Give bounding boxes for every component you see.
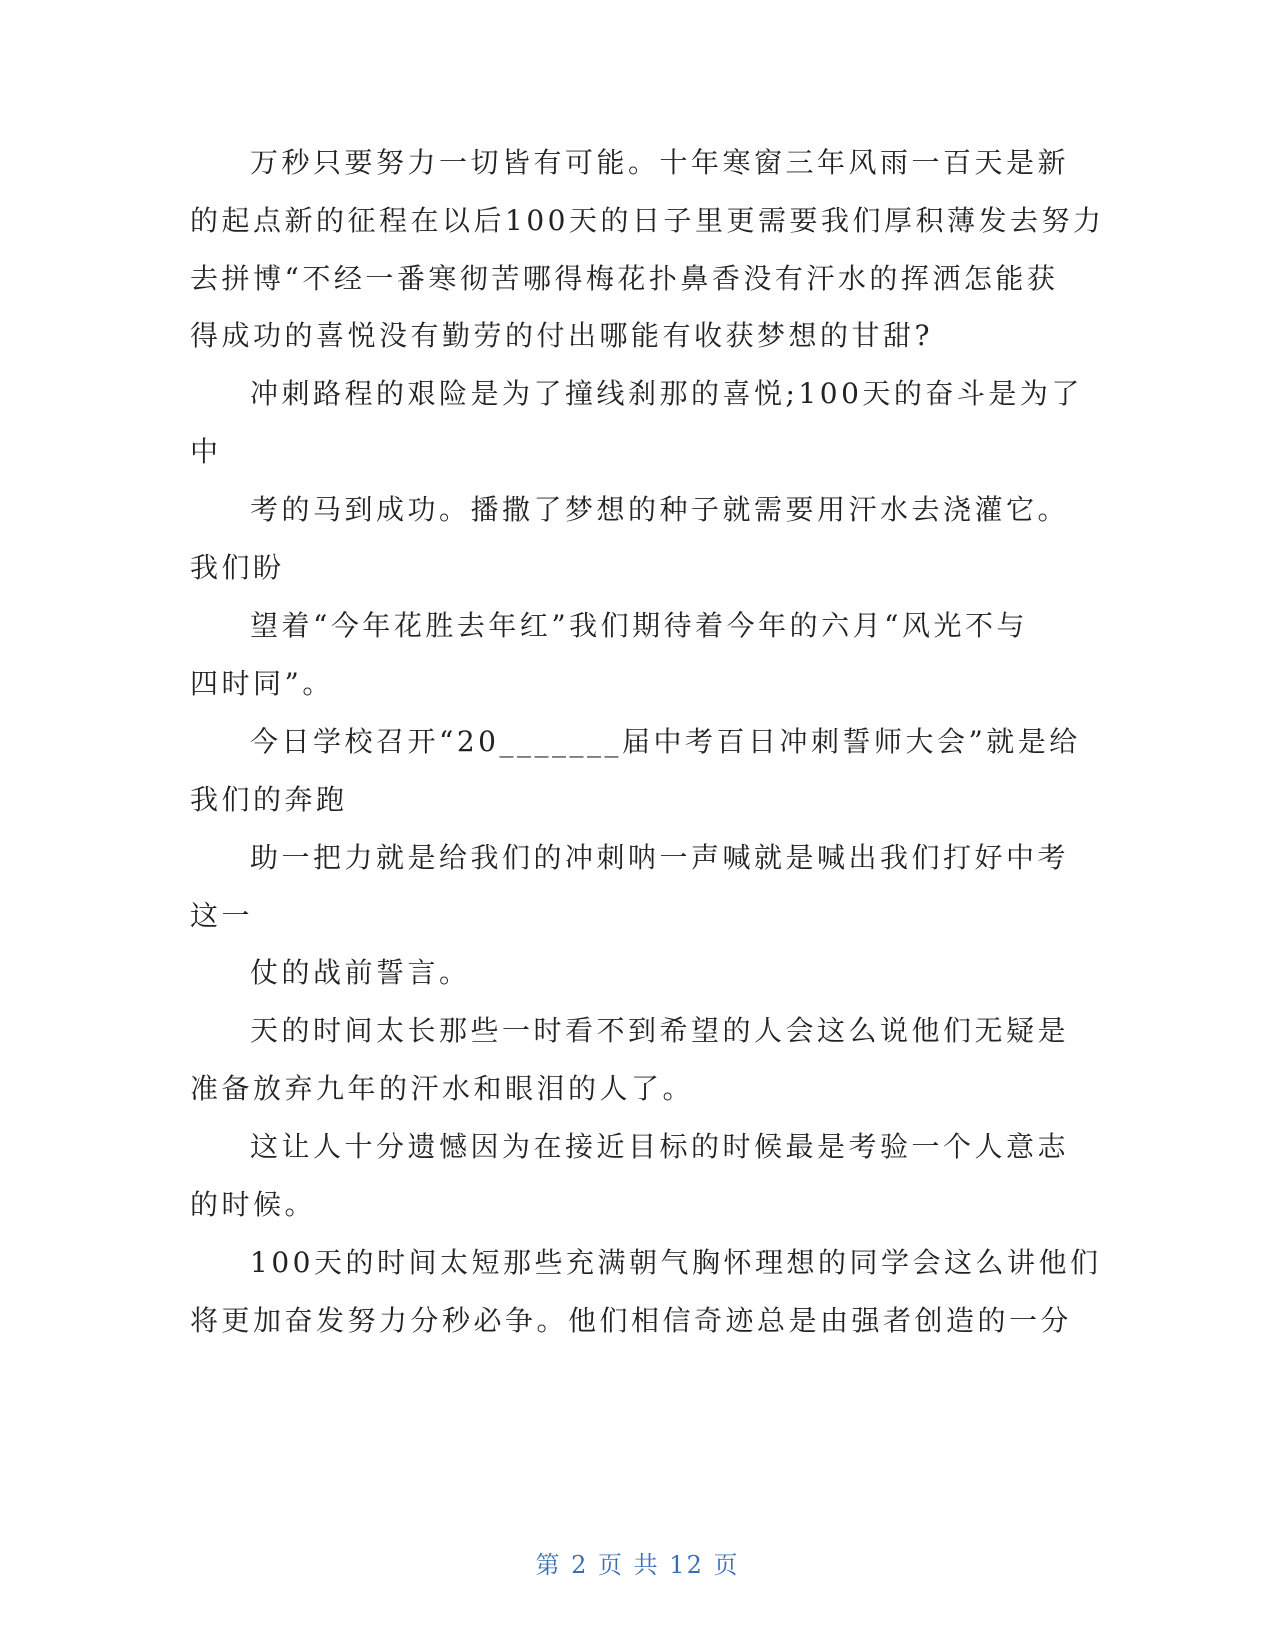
paragraph-line: 100天的时间太短那些充满朝气胸怀理想的同学会这么讲他们 bbox=[250, 1246, 1102, 1279]
paragraph-line: 的起点新的征程在以后100天的日子里更需要我们厚积薄发去努力 bbox=[190, 204, 1105, 237]
paragraph-line: 仗的战前誓言。 bbox=[250, 956, 471, 989]
paragraph-line: 的时候。 bbox=[190, 1188, 317, 1221]
paragraph-line: 得成功的喜悦没有勤劳的付出哪能有收获梦想的甘甜? bbox=[190, 319, 934, 352]
paragraph-line: 天的时间太长那些一时看不到希望的人会这么说他们无疑是 bbox=[250, 1014, 1070, 1047]
paragraph-line: 万秒只要努力一切皆有可能。十年寒窗三年风雨一百天是新 bbox=[250, 146, 1070, 179]
page-number-footer: 第 2 页 共 12 页 bbox=[535, 1551, 740, 1579]
paragraph-line: 我们盼 bbox=[190, 551, 285, 584]
paragraph-line: 今日学校召开“20_______届中考百日冲刺誓师大会”就是给 bbox=[250, 725, 1081, 758]
paragraph-line: 助一把力就是给我们的冲刺呐一声喊就是喊出我们打好中考 bbox=[250, 841, 1070, 874]
paragraph-line: 我们的奔跑 bbox=[190, 783, 348, 816]
paragraph-line: 将更加奋发努力分秒必争。他们相信奇迹总是由强者创造的一分 bbox=[190, 1304, 1073, 1337]
paragraph-line: 望着“今年花胜去年红”我们期待着今年的六月“风光不与 bbox=[250, 609, 1028, 642]
paragraph-line: 考的马到成功。播撒了梦想的种子就需要用汗水去浇灌它。 bbox=[250, 493, 1070, 526]
paragraph-line: 中 bbox=[190, 435, 222, 468]
paragraph-line: 去拼博“不经一番寒彻苦哪得梅花扑鼻香没有汗水的挥洒怎能获 bbox=[190, 262, 1059, 295]
paragraph-line: 冲刺路程的艰险是为了撞线刹那的喜悦;100天的奋斗是为了 bbox=[250, 377, 1083, 410]
paragraph-line: 这让人十分遗憾因为在接近目标的时候最是考验一个人意志 bbox=[250, 1130, 1070, 1163]
paragraph-line: 这一 bbox=[190, 899, 254, 932]
paragraph-line: 准备放弃九年的汗水和眼泪的人了。 bbox=[190, 1072, 695, 1105]
paragraph-line: 四时同”。 bbox=[190, 667, 334, 700]
